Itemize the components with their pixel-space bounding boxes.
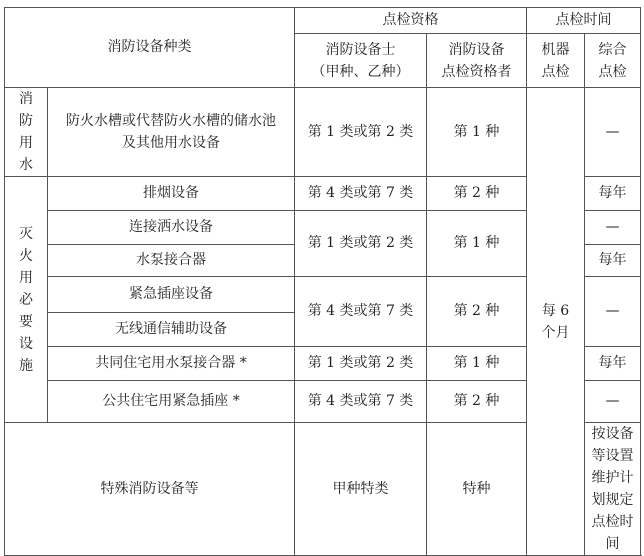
fire-comp: — <box>585 211 641 245</box>
header-engineer-l1: 消防设备士 <box>325 41 396 58</box>
group-label-water: 消 防 用 水 <box>5 88 48 177</box>
header-row-1 <box>5 8 641 34</box>
header-type: 消防设备种类 <box>5 8 295 88</box>
header-comp <box>585 34 641 88</box>
fire-comp: 每年 <box>585 245 641 277</box>
table-row <box>5 88 641 177</box>
machine-period: 每 6 个月 <box>527 88 585 556</box>
special-inspector: 特种 <box>427 423 527 556</box>
fire-name: 紧急插座设备 <box>48 277 295 313</box>
special-time: 按设备等设置 维护计划规定 点检时间 <box>585 423 641 556</box>
header-engineer-l2: （甲种、乙种） <box>311 63 410 80</box>
header-inspector-l2: 点检资格者 <box>441 63 512 80</box>
fire-engineer: 第 4 类或第 7 类 <box>295 177 427 211</box>
header-machine-l1: 机器 <box>541 41 570 58</box>
inspection-table <box>4 7 641 556</box>
fire-inspector: 第 1 种 <box>427 347 527 381</box>
special-engineer: 甲种特类 <box>295 423 427 556</box>
header-inspector <box>427 34 527 88</box>
fire-inspector: 第 2 种 <box>427 381 527 423</box>
group-label-fire: 灭 火 用 必 要 设 施 <box>5 177 48 423</box>
fire-engineer: 第 1 类或第 2 类 <box>295 211 427 277</box>
water-comp: — <box>585 88 641 177</box>
fire-name: 共同住宅用水泵接合器 * <box>48 347 295 381</box>
fire-name: 公共住宅用紧急插座 * <box>48 381 295 423</box>
special-name: 特殊消防设备等 <box>5 423 295 556</box>
fire-engineer: 第 1 类或第 2 类 <box>295 347 427 381</box>
header-comp-l1: 综合 <box>598 41 627 58</box>
water-name: 防火水槽或代替防火水槽的储水池 及其他用水设备 <box>48 88 295 177</box>
header-engineer <box>295 34 427 88</box>
fire-inspector: 第 2 种 <box>427 177 527 211</box>
water-inspector: 第 1 种 <box>427 88 527 177</box>
fire-engineer: 第 4 类或第 7 类 <box>295 277 427 347</box>
fire-comp: 每年 <box>585 177 641 211</box>
fire-comp: 每年 <box>585 347 641 381</box>
fire-name: 水泵接合器 <box>48 245 295 277</box>
fire-name: 排烟设备 <box>48 177 295 211</box>
fire-comp: — <box>585 277 641 347</box>
header-comp-l2: 点检 <box>598 63 627 80</box>
fire-comp: — <box>585 381 641 423</box>
fire-engineer: 第 4 类或第 7 类 <box>295 381 427 423</box>
header-machine-l2: 点检 <box>541 63 570 80</box>
header-inspector-l1: 消防设备 <box>448 41 505 58</box>
fire-inspector: 第 2 种 <box>427 277 527 347</box>
header-time: 点检时间 <box>527 8 641 34</box>
fire-name: 无线通信辅助设备 <box>48 313 295 347</box>
water-engineer: 第 1 类或第 2 类 <box>295 88 427 177</box>
fire-name: 连接洒水设备 <box>48 211 295 245</box>
fire-inspector: 第 1 种 <box>427 211 527 277</box>
header-qualification: 点检资格 <box>295 8 527 34</box>
header-machine <box>527 34 585 88</box>
